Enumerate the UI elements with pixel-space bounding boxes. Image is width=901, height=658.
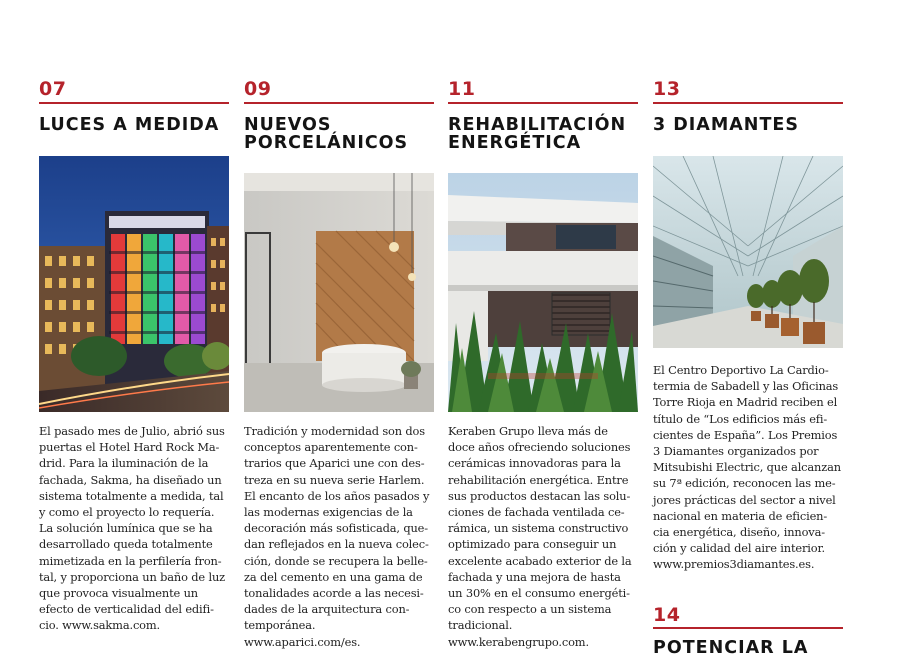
article-body: Tradición y modernidad son dos conceptos aparentemente con- trarios que Aparici une con des- treza en su nueva serie Harlem. El encanto de los años pasados y las modernas exigencias de la decoración más sofisticada, que- dan reflejados en la nueva colec- ción, donde se recupera la belle- za del cemento en una gama de tonalidades acorde a las necesi- dades de la arquitectura con- temporánea. www.aparici.com/es. xyxy=(244,424,430,649)
bathroom-photo xyxy=(244,173,434,412)
section-number: 07 xyxy=(39,78,67,100)
section-divider xyxy=(39,102,229,104)
article-body: El pasado mes de Julio, abrió sus puertas el Hotel Hard Rock Ma- drid. Para la iluminación de la fachada, Sakma, ha diseñado un sistema totalmente a medida, tal y como el proyecto lo requería. La solución lumínica que se ha desarrollado queda totalmente mimetizada en la perfilería fron- tal, y proporciona un baño de luz que provoca visualmente un efecto de verticalidad del edifi- cio. www.sakma.com. xyxy=(39,424,225,633)
article-title: POTENCIAR LA xyxy=(653,638,809,658)
article-title: LUCES A MEDIDA xyxy=(39,115,220,135)
atrium-photo xyxy=(653,156,843,348)
section-number: 11 xyxy=(448,78,476,100)
article-body: Keraben Grupo lleva más de doce años ofreciendo soluciones cerámicas innovadoras para la rehabilitación energética. Entre sus productos destacan las solu- ciones de fachada ventilada ce- rámica, un sistema constructivo optimizado para conseguir un excelente acabado exterior de la fachada y una mejora de hasta un 30% en el consumo energéti- co con respecto a un sistema tradicional. www.kerabengrupo.com. xyxy=(448,424,632,649)
article-title: REHABILITACIÓN ENERGÉTICA xyxy=(448,115,627,153)
hotel-facade-photo xyxy=(39,156,229,412)
facade-photo xyxy=(448,173,638,412)
section-divider xyxy=(653,627,843,629)
article-body: El Centro Deportivo La Cardio- termia de Sabadell y las Oficinas Torre Rioja en Madrid reciben el título de “Los edificios más efi- cientes de España”. Los Premios 3 Diamantes organizados por Mitsubishi Electric, que alcanzan su 7ª edición, reconocen las me- jores prácticas del sector a nivel nacional en materia de eficien- cia energética, diseño, innova- ción y calidad del aire interior. www.premios3diamantes.es. xyxy=(653,363,841,572)
section-divider xyxy=(244,102,434,104)
section-number: 13 xyxy=(653,78,681,100)
section-number: 14 xyxy=(653,604,681,626)
article-title: NUEVOS PORCELÁNICOS xyxy=(244,115,409,153)
section-divider xyxy=(448,102,638,104)
section-divider xyxy=(653,102,843,104)
article-title: 3 DIAMANTES xyxy=(653,115,799,135)
section-number: 09 xyxy=(244,78,272,100)
